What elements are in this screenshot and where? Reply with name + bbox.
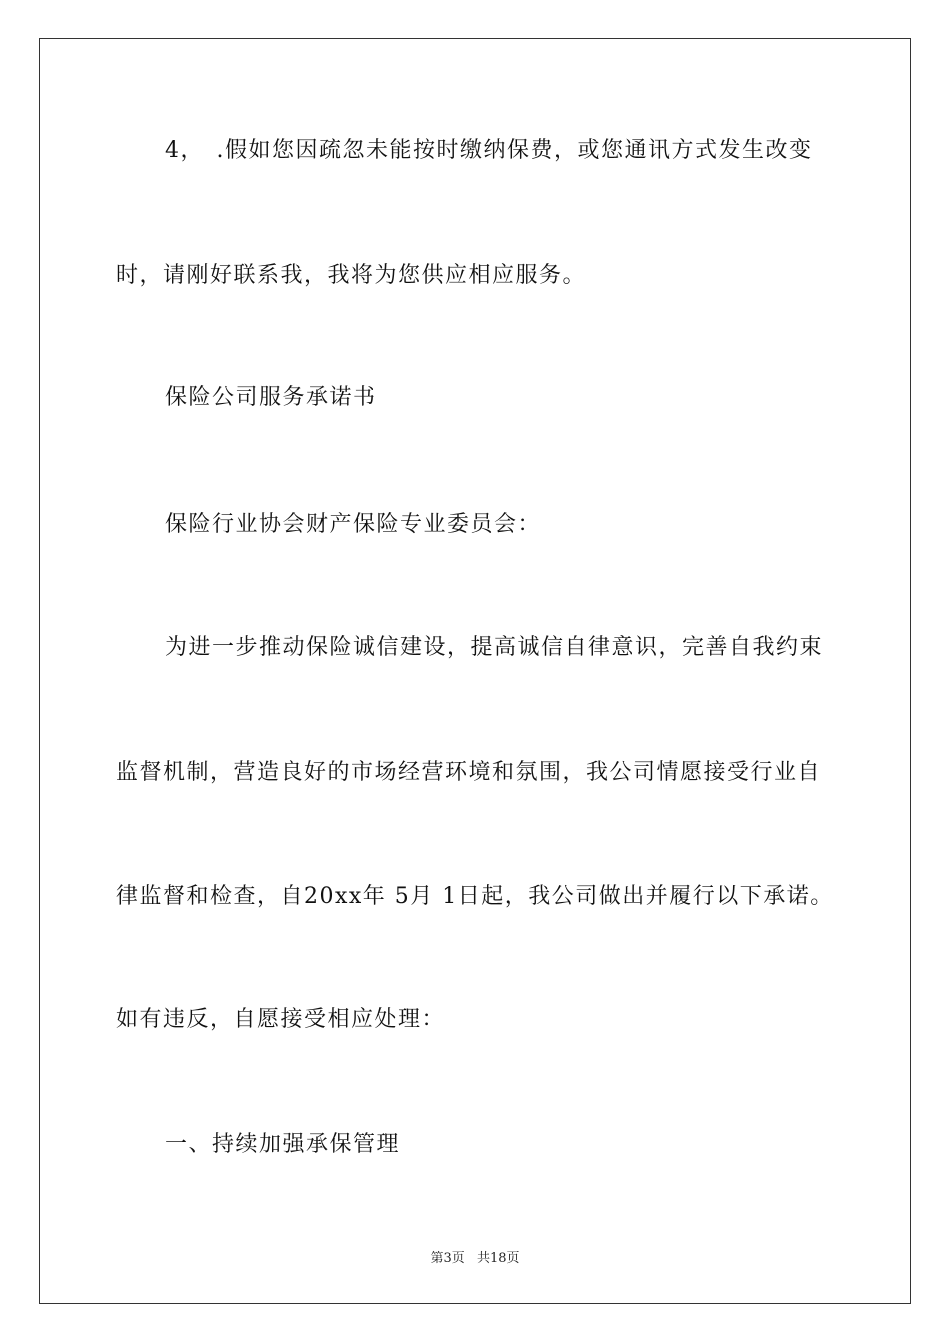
addressee-line: 保险行业协会财产保险专业委员会：	[165, 512, 542, 537]
paragraph-line-3: 为进一步推动保险诚信建设，提高诚信自律意识，完善自我约束	[165, 635, 824, 660]
paragraph-line-6: 如有违反，自愿接受相应处理：	[116, 1007, 446, 1032]
page-number: 第3页	[430, 1251, 465, 1266]
paragraph-line-1: 4， .假如您因疏忽未能按时缴纳保费，或您通讯方式发生改变	[165, 138, 813, 163]
section-heading-1: 一、持续加强承保管理	[165, 1132, 401, 1157]
paragraph-line-2: 时，请刚好联系我，我将为您供应相应服务。	[116, 263, 587, 288]
section-title: 保险公司服务承诺书	[165, 385, 377, 410]
page-total: 共18页	[476, 1251, 520, 1266]
paragraph-line-5: 律监督和检查，自20xx年 5月 1日起，我公司做出并履行以下承诺。	[116, 884, 834, 909]
page-footer	[0, 1247, 950, 1266]
paragraph-line-4: 监督机制，营造良好的市场经营环境和氛围，我公司情愿接受行业自	[116, 760, 822, 785]
page-border	[39, 38, 911, 1304]
